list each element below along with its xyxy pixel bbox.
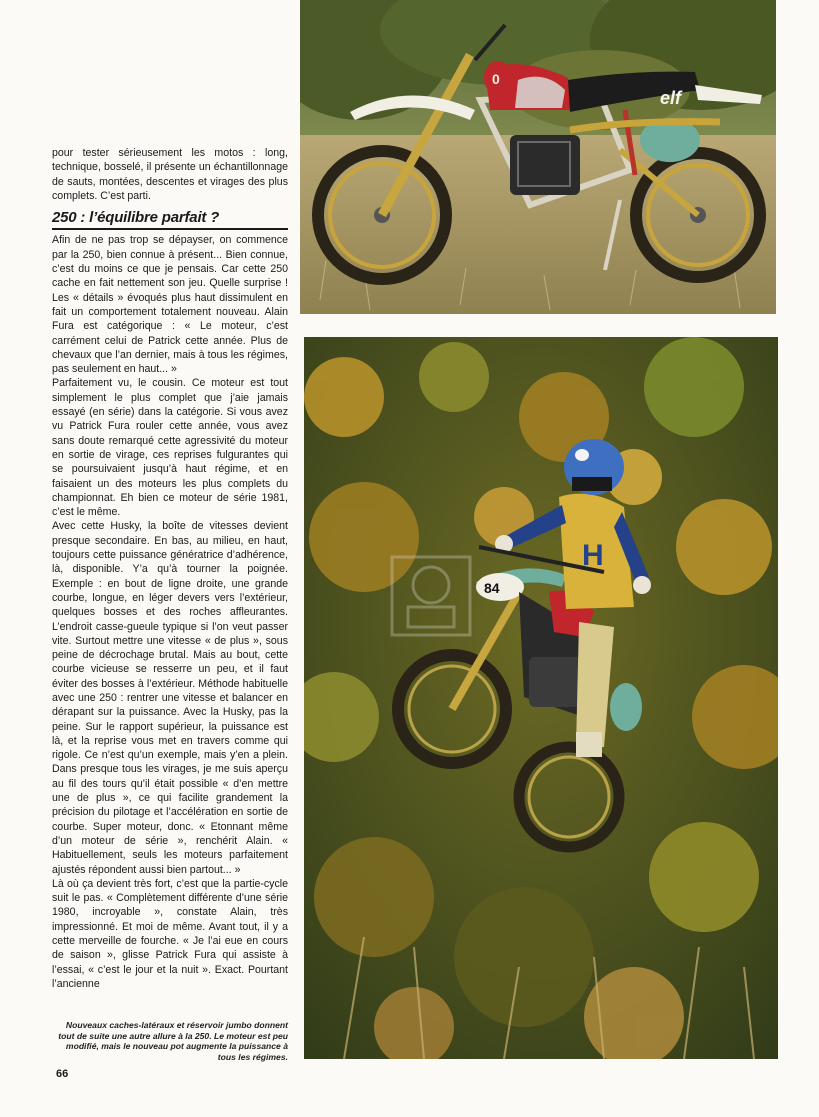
body-paragraph-1: Afin de ne pas trop se dépayser, on commence par la 250, bien connue à présent... Bien connue, c’est du moins ce que je pensais. Car cette 250 cache en fait nettement son jeu. Quelle surprise ! Les « détails » évoqués plus haut dissimulent en fait un comportement totalement nouveau. Alain Fura est catégorique : « Le moteur, c’est carrément celui de Patrick cette année. Plus de chevaux que l’an dernier, mais à tous les régimes, pas seulement en haut... » [52, 234, 288, 376]
jersey-logo: H [582, 539, 604, 572]
page-number: 66 [56, 1068, 69, 1080]
photo-jumping-rider [304, 337, 778, 1059]
jumping-rider-illustration [304, 337, 778, 1059]
fender-elf-text: elf [660, 88, 682, 108]
body-paragraph-2: Parfaitement vu, le cousin. Ce moteur est tout simplement le plus complet que j’aie jamais essayé (en série) dans la catégorie. Si vous avez vu Patrick Fura rouler cette année, vous avez sans doute remarqué cette agressivité du moteur en sortie de virage, ces reprises fulgurantes qui se poursuivaient jusqu’à haut régime, et en faisaient un des moteurs les plus complets du championnat. Eh bien ce moteur de série 1981, c’est le même. [52, 377, 288, 519]
intro-paragraph: pour tester sérieusement les motos : long, technique, bosselé, il présente un échantillonnage de sauts, montées, descentes et virages des plus complets. C’est parti. [52, 147, 288, 202]
article-column [52, 146, 288, 991]
photo-parked-motorcycle [300, 0, 776, 314]
body-paragraph-4: Là où ça devient très fort, c’est que la partie-cycle suit le pas. « Complètement différente d’une série 1980, incroyable », constate Alain, très impressionné. Et moi de même. Avant tout, il y a cette merveille de fourche. « Je l’ai eue en cours de saison », glisse Patrick Fura qui assiste à l’essai, « c’est le jour et la nuit ». Exact. Pourtant l’ancienne [52, 877, 288, 990]
parked-motorcycle-illustration [300, 0, 776, 314]
body-paragraph-3: Avec cette Husky, la boîte de vitesses devient presque secondaire. En bas, au milieu, en haut, toujours cette puissance génératrice d’adhérence, là, disponible. Y’a qu’à tourner la poignée. Exemple : en bout de ligne droite, une grande courbe, longue, en léger devers vers l’extérieur, quelques bosses et des roches affleurantes. L’endroit casse-gueule typique si l’on veut passer vite. Surtout mettre une vitesse « de plus », sous peine de décrochage brutal. Mais au bout, cette courbe vicieuse se resserre un peu, et il faut éviter des bosses à l’extérieur. Méthode habituelle avec une 250 : rentrer une vitesse et balancer en dérapant sur la puissance. Avec la Husky, pas la peine. Sur le rapport supérieur, la puissance est là, et la reprise vous met en travers comme qui rigole. Ce n’est qu’un exemple, mais y’en a plein. Dans presque tous les virages, je me suis aperçu au fil des tours qu’il était possible « d’en mettre une de plus », ce qui facilite grandement la précision du pilotage et l’accélération en sortie de courbe. Super moteur, donc. « Etonnant même d’un moteur de série », renchérit Alain. « Habituellement, seuls les moteurs parfaitement ajustés répondent aussi bien partout... » [52, 520, 288, 876]
photo-caption: Nouveaux caches-latéraux et réservoir jumbo donnent tout de suite une autre allure à la 250. Le moteur est peu modifié, mais le nouveau pot augmente la puissance à tous les régimes. [58, 1020, 288, 1062]
front-plate-number: 0 [492, 71, 500, 87]
section-headline: 250 : l’équilibre parfait ? [52, 211, 288, 230]
watermark-stamp [390, 555, 472, 637]
bike-plate-number: 84 [484, 580, 500, 596]
